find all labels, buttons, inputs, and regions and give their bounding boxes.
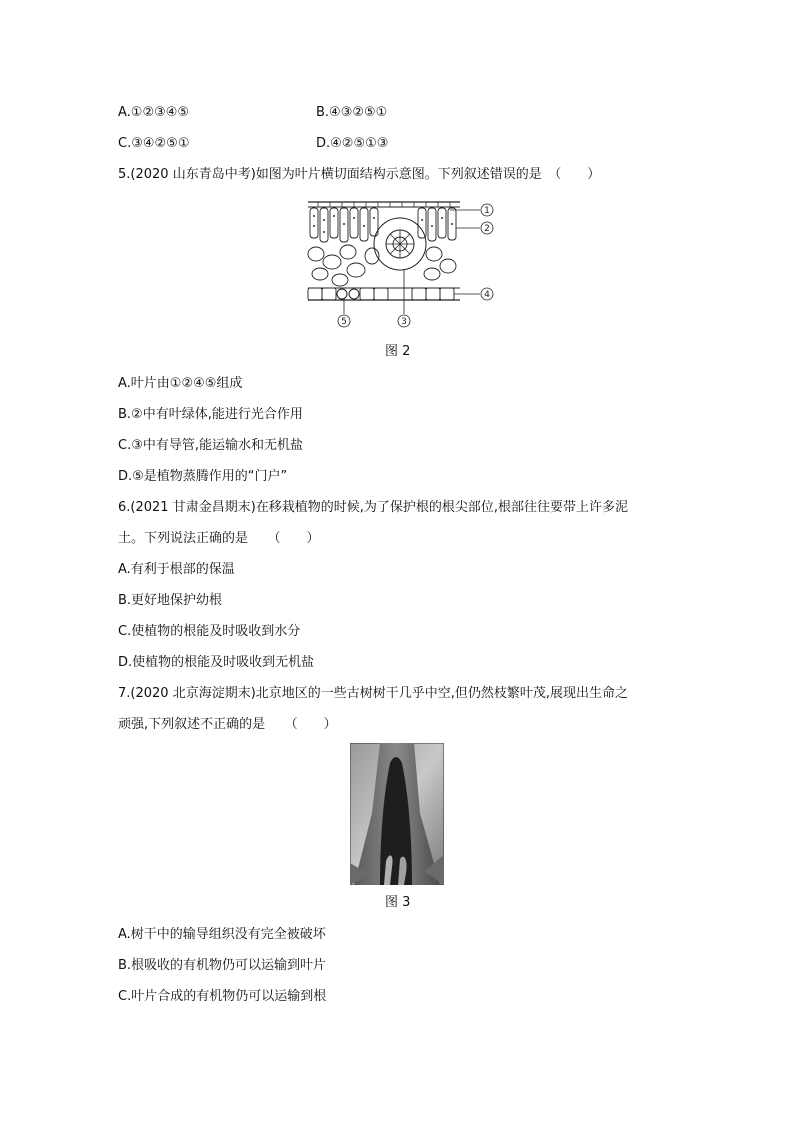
q4-option-b: B.④③②⑤①: [316, 105, 388, 120]
figure-2-caption: 图 2: [385, 344, 411, 359]
svg-text:1: 1: [484, 206, 490, 216]
q4-option-d: D.④②⑤①③: [316, 136, 389, 151]
q4-option-a: A.①②③④⑤: [118, 105, 190, 120]
q6-option-b: B.更好地保护幼根: [118, 593, 223, 608]
q5-stem: 5.(2020 山东青岛中考)如图为叶片横切面结构示意图。下列叙述错误的是 （ ）: [118, 167, 601, 182]
q5-option-c: C.③中有导管,能运输水和无机盐: [118, 438, 303, 453]
svg-text:3: 3: [401, 317, 407, 327]
leaf-cross-section-figure: [300, 196, 500, 332]
q6-stem-line2: 土。下列说法正确的是 （ ）: [118, 531, 320, 546]
q7-stem-line1: 7.(2020 北京海淀期末)北京地区的一些古树树干几乎中空,但仍然枝繁叶茂,展现出生命之: [118, 686, 629, 701]
q5-option-b: B.②中有叶绿体,能进行光合作用: [118, 407, 303, 422]
q6-stem-line1: 6.(2021 甘肃金昌期末)在移栽植物的时候,为了保护根的根尖部位,根部往往要带上许多泥: [118, 500, 629, 515]
q6-option-d: D.使植物的根能及时吸收到无机盐: [118, 655, 315, 670]
q5-option-d: D.⑤是植物蒸腾作用的“门户”: [118, 469, 288, 484]
q6-option-c: C.使植物的根能及时吸收到水分: [118, 624, 301, 639]
hollow-tree-photo: [350, 743, 444, 885]
q7-stem-line2: 顽强,下列叙述不正确的是 （ ）: [118, 717, 337, 732]
q7-option-b: B.根吸收的有机物仍可以运输到叶片: [118, 958, 327, 973]
q5-option-a: A.叶片由①②④⑤组成: [118, 376, 243, 391]
q7-option-a: A.树干中的输导组织没有完全被破坏: [118, 927, 326, 942]
svg-text:4: 4: [484, 290, 490, 300]
q7-option-c: C.叶片合成的有机物仍可以运输到根: [118, 989, 327, 1004]
figure-3-caption: 图 3: [385, 895, 411, 910]
q6-option-a: A.有利于根部的保温: [118, 562, 235, 577]
svg-text:5: 5: [341, 317, 347, 327]
q4-option-c: C.③④②⑤①: [118, 136, 190, 151]
svg-text:2: 2: [484, 224, 490, 234]
